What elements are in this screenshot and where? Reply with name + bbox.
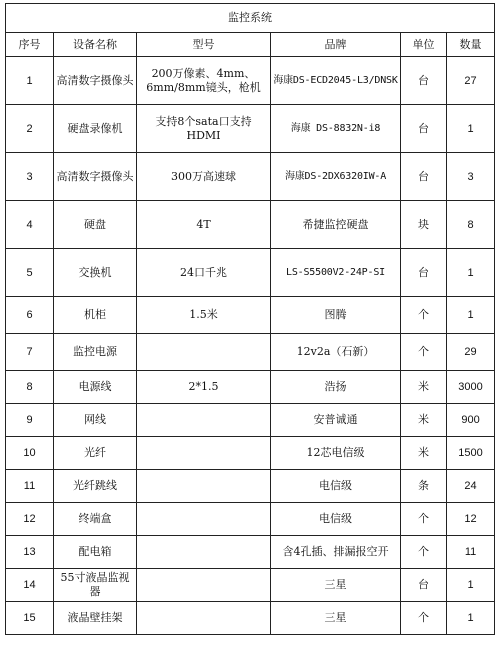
cell-model: 2*1.5 bbox=[137, 371, 271, 404]
cell-brand: 电信级 bbox=[271, 470, 401, 503]
cell-model: 支持8个sata口支持HDMI bbox=[137, 105, 271, 153]
table-row bbox=[6, 503, 495, 536]
cell-unit: 台 bbox=[401, 249, 447, 297]
cell-no: 15 bbox=[6, 602, 54, 635]
cell-unit: 台 bbox=[401, 153, 447, 201]
cell-name: 液晶壁挂架 bbox=[54, 602, 137, 635]
cell-brand: 图腾 bbox=[271, 297, 401, 334]
cell-unit: 个 bbox=[401, 334, 447, 371]
table-row bbox=[6, 602, 495, 635]
table-row bbox=[6, 201, 495, 249]
cell-no: 5 bbox=[6, 249, 54, 297]
cell-qty: 29 bbox=[447, 334, 495, 371]
table-row bbox=[6, 470, 495, 503]
cell-qty: 1 bbox=[447, 249, 495, 297]
cell-no: 3 bbox=[6, 153, 54, 201]
cell-unit: 块 bbox=[401, 201, 447, 249]
cell-brand: 含4孔插、排漏报空开 bbox=[271, 536, 401, 569]
cell-brand: 三星 bbox=[271, 602, 401, 635]
header-name: 设备名称 bbox=[54, 33, 137, 57]
table-row bbox=[6, 371, 495, 404]
cell-name: 55寸液晶监视器 bbox=[54, 569, 137, 602]
cell-brand: 浩扬 bbox=[271, 371, 401, 404]
cell-model bbox=[137, 503, 271, 536]
cell-model: 1.5米 bbox=[137, 297, 271, 334]
cell-no: 1 bbox=[6, 57, 54, 105]
cell-qty: 1 bbox=[447, 297, 495, 334]
cell-model: 200万像素、4mm、6mm/8mm镜头，枪机 bbox=[137, 57, 271, 105]
cell-qty: 3000 bbox=[447, 371, 495, 404]
table-row bbox=[6, 297, 495, 334]
cell-unit: 台 bbox=[401, 105, 447, 153]
cell-qty: 3 bbox=[447, 153, 495, 201]
cell-name: 监控电源 bbox=[54, 334, 137, 371]
cell-brand: 海康 DS-8832N-i8 bbox=[271, 105, 401, 153]
table-row bbox=[6, 249, 495, 297]
cell-name: 硬盘 bbox=[54, 201, 137, 249]
cell-no: 13 bbox=[6, 536, 54, 569]
header-row bbox=[6, 33, 495, 57]
cell-name: 光纤跳线 bbox=[54, 470, 137, 503]
cell-unit: 个 bbox=[401, 297, 447, 334]
cell-qty: 1500 bbox=[447, 437, 495, 470]
cell-model: 4T bbox=[137, 201, 271, 249]
cell-model bbox=[137, 437, 271, 470]
cell-name: 交换机 bbox=[54, 249, 137, 297]
cell-no: 10 bbox=[6, 437, 54, 470]
cell-qty: 24 bbox=[447, 470, 495, 503]
header-unit: 单位 bbox=[401, 33, 447, 57]
table-row bbox=[6, 404, 495, 437]
cell-qty: 1 bbox=[447, 105, 495, 153]
cell-model bbox=[137, 470, 271, 503]
cell-brand: 12芯电信级 bbox=[271, 437, 401, 470]
cell-no: 14 bbox=[6, 569, 54, 602]
cell-no: 4 bbox=[6, 201, 54, 249]
cell-model bbox=[137, 404, 271, 437]
cell-brand: 希捷监控硬盘 bbox=[271, 201, 401, 249]
cell-no: 2 bbox=[6, 105, 54, 153]
cell-qty: 27 bbox=[447, 57, 495, 105]
table-title: 监控系统 bbox=[6, 4, 495, 33]
cell-name: 机柜 bbox=[54, 297, 137, 334]
cell-brand: 海康DS-2DX6320IW-A bbox=[271, 153, 401, 201]
cell-brand: 安普诚通 bbox=[271, 404, 401, 437]
cell-name: 终端盒 bbox=[54, 503, 137, 536]
table-row bbox=[6, 536, 495, 569]
cell-unit: 个 bbox=[401, 536, 447, 569]
cell-name: 电源线 bbox=[54, 371, 137, 404]
cell-qty: 1 bbox=[447, 569, 495, 602]
cell-name: 高清数字摄像头 bbox=[54, 153, 137, 201]
cell-name: 网线 bbox=[54, 404, 137, 437]
cell-name: 光纤 bbox=[54, 437, 137, 470]
cell-qty: 1 bbox=[447, 602, 495, 635]
cell-brand: LS-S5500V2-24P-SI bbox=[271, 249, 401, 297]
cell-unit: 个 bbox=[401, 602, 447, 635]
cell-brand: 三星 bbox=[271, 569, 401, 602]
cell-no: 9 bbox=[6, 404, 54, 437]
cell-name: 高清数字摄像头 bbox=[54, 57, 137, 105]
cell-brand: 12v2a（石新） bbox=[271, 334, 401, 371]
cell-qty: 900 bbox=[447, 404, 495, 437]
equipment-table bbox=[5, 3, 495, 635]
cell-model bbox=[137, 536, 271, 569]
header-brand: 品牌 bbox=[271, 33, 401, 57]
cell-no: 7 bbox=[6, 334, 54, 371]
table-row bbox=[6, 569, 495, 602]
cell-model: 300万高速球 bbox=[137, 153, 271, 201]
cell-qty: 8 bbox=[447, 201, 495, 249]
cell-qty: 12 bbox=[447, 503, 495, 536]
cell-unit: 米 bbox=[401, 404, 447, 437]
table-row bbox=[6, 334, 495, 371]
table-row bbox=[6, 437, 495, 470]
cell-unit: 台 bbox=[401, 569, 447, 602]
cell-brand: 电信级 bbox=[271, 503, 401, 536]
header-qty: 数量 bbox=[447, 33, 495, 57]
cell-no: 12 bbox=[6, 503, 54, 536]
cell-name: 硬盘录像机 bbox=[54, 105, 137, 153]
cell-no: 6 bbox=[6, 297, 54, 334]
table-row bbox=[6, 105, 495, 153]
cell-no: 11 bbox=[6, 470, 54, 503]
table-row bbox=[6, 153, 495, 201]
table-row bbox=[6, 57, 495, 105]
cell-unit: 米 bbox=[401, 371, 447, 404]
cell-name: 配电箱 bbox=[54, 536, 137, 569]
cell-no: 8 bbox=[6, 371, 54, 404]
cell-unit: 台 bbox=[401, 57, 447, 105]
cell-model bbox=[137, 602, 271, 635]
cell-qty: 11 bbox=[447, 536, 495, 569]
equipment-sheet bbox=[5, 3, 494, 635]
cell-unit: 个 bbox=[401, 503, 447, 536]
cell-model bbox=[137, 334, 271, 371]
cell-model: 24口千兆 bbox=[137, 249, 271, 297]
cell-model bbox=[137, 569, 271, 602]
cell-unit: 条 bbox=[401, 470, 447, 503]
cell-brand: 海康DS-ECD2045-L3/DNSK bbox=[271, 57, 401, 105]
header-no: 序号 bbox=[6, 33, 54, 57]
cell-unit: 米 bbox=[401, 437, 447, 470]
header-model: 型号 bbox=[137, 33, 271, 57]
